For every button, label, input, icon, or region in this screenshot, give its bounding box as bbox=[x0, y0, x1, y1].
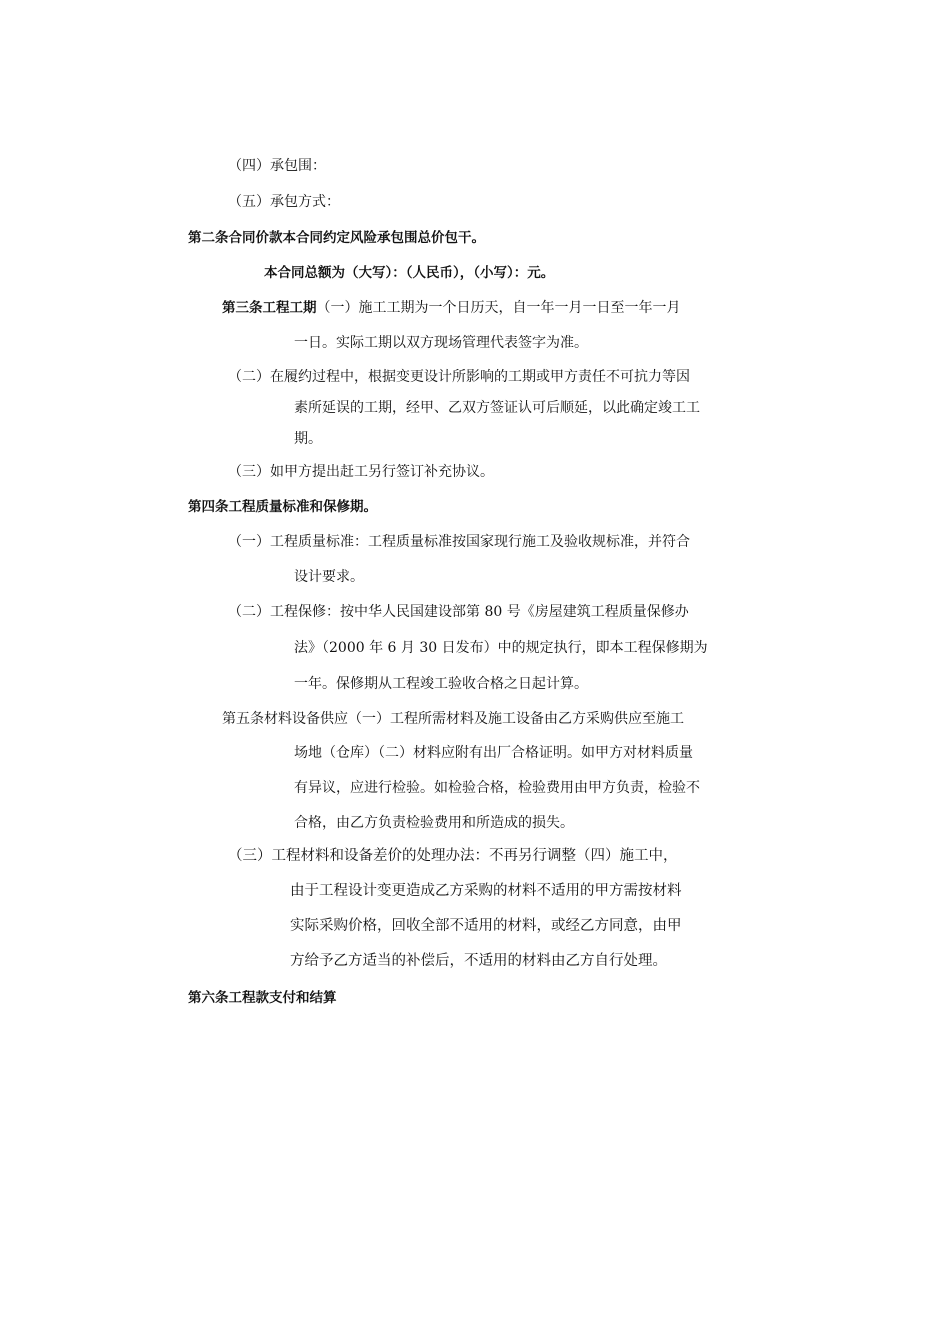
text-line: 由于工程设计变更造成乙方采购的材料不适用的甲方需按材料 bbox=[290, 883, 682, 899]
text-segment: （一）施工工期为一个日历天，自一年一月一日至一年一月 bbox=[316, 300, 681, 316]
text-line: （四）承包围： bbox=[228, 158, 326, 174]
text-line: 一年。保修期从工程竣工验收合格之日起计算。 bbox=[294, 676, 588, 692]
text-line: 实际采购价格，回收全部不适用的材料，或经乙方同意，由甲 bbox=[290, 918, 682, 934]
text-line: 素所延误的工期，经甲、乙双方签证认可后顺延，以此确定竣工工 bbox=[294, 400, 700, 416]
section-heading: 第四条工程质量标准和保修期。 bbox=[188, 499, 377, 515]
section-heading: 第三条工程工期 bbox=[222, 300, 317, 316]
text-line: （三）如甲方提出赶工另行签订补充协议。 bbox=[228, 464, 494, 480]
text-line: （五）承包方式： bbox=[228, 194, 340, 210]
text-line: （二）在履约过程中，根据变更设计所影响的工期或甲方责任不可抗力等因 bbox=[228, 369, 690, 385]
text-line: 一日。实际工期以双方现场管理代表签字为准。 bbox=[294, 335, 588, 351]
text-line: （一）工程质量标准：工程质量标准按国家现行施工及验收规标准，并符合 bbox=[228, 534, 690, 550]
text-line: （二）工程保修：按中华人民国建设部第 80 号《房屋建筑工程质量保修办 bbox=[228, 604, 689, 620]
text-line: 有异议，应进行检验。如检验合格，检验费用由甲方负责，检验不 bbox=[294, 780, 700, 796]
section-heading: 第二条合同价款本合同约定风险承包围总价包干。 bbox=[188, 230, 485, 246]
section-heading: 第六条工程款支付和结算 bbox=[188, 990, 337, 1006]
text-line bbox=[222, 298, 681, 318]
text-line: 场地（仓库）（二）材料应附有出厂合格证明。如甲方对材料质量 bbox=[294, 745, 693, 761]
text-line: （三）工程材料和设备差价的处理办法：不再另行调整（四）施工中， bbox=[228, 848, 678, 864]
text-line: 法》（2000 年 6 月 30 日发布）中的规定执行，即本工程保修期为 bbox=[294, 640, 708, 656]
text-line: 方给予乙方适当的补偿后，不适用的材料由乙方自行处理。 bbox=[290, 953, 667, 969]
text-line: 设计要求。 bbox=[294, 569, 364, 585]
text-line: 期。 bbox=[294, 431, 322, 447]
text-line: 第五条材料设备供应（一）工程所需材料及施工设备由乙方采购供应至施工 bbox=[222, 711, 684, 727]
contract-amount-line: 本合同总额为（大写）：（人民币），（小写）：元。 bbox=[264, 265, 555, 281]
text-line: 合格，由乙方负责检验费用和所造成的损失。 bbox=[294, 815, 574, 831]
